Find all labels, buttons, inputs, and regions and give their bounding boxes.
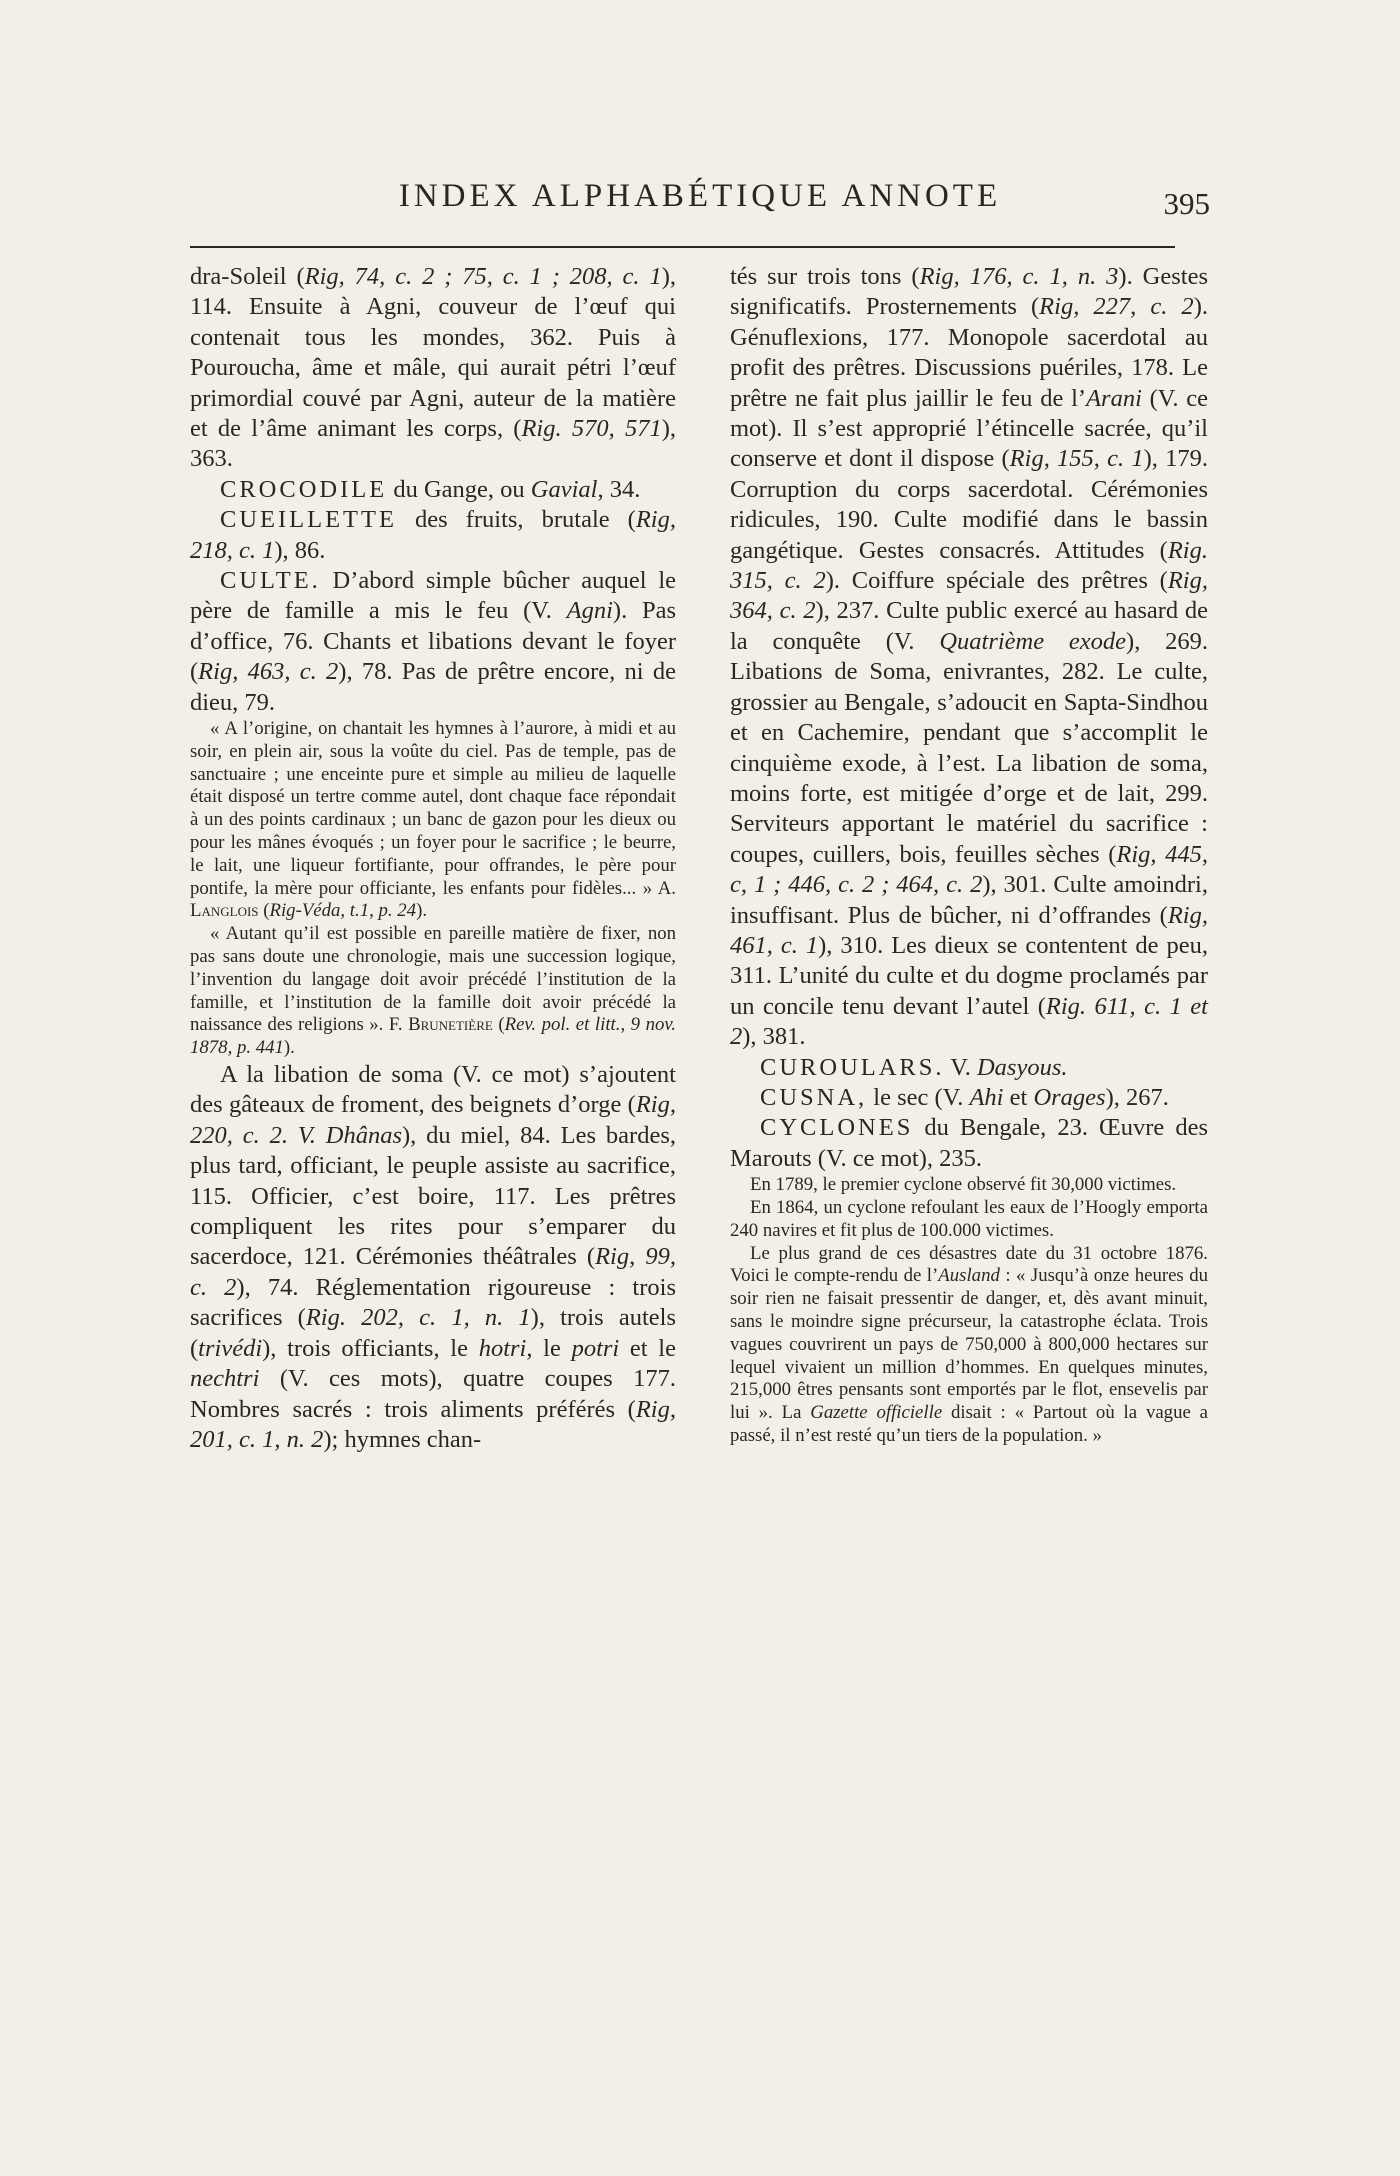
entry-head: CUEILLETTE: [220, 506, 397, 534]
page-number: 395: [1163, 186, 1210, 221]
entry-crocodile: CROCODILE du Gange, ou Gavial, 34.: [220, 475, 641, 503]
entry-head: CUROULARS.: [760, 1053, 945, 1081]
footnote-1864: En 1864, un cyclone refoulant les eaux de l’Hoogly emporta 240 navires et fit plus de 100.000 victimes.: [730, 1196, 1208, 1241]
entry-head: CUSNA,: [760, 1083, 868, 1111]
page-header: [190, 176, 1210, 222]
entry-head: CROCODILE: [220, 475, 388, 503]
entry-curoulars: CUROULARS. V. Dasyous.: [760, 1053, 1068, 1081]
entry-cyclones: CYCLONES du Bengale, 23. Œuvre des Marouts (V. ce mot), 235.: [730, 1114, 1208, 1172]
entry-head: CULTE.: [220, 567, 321, 595]
footnote-brunetiere: « Autant qu’il est possible en pareille matière de fixer, non pas sans doute une chronologie, mais une succession logique, l’invention du langage doit avoir précédé l’institution de la famille, et l’institution de la famille doit avoir précédé la naissance des religions ». F. Brunetière (Rev. pol. et litt., 9 nov. 1878, p. 441).: [190, 923, 676, 1059]
paragraph-libation: A la libation de soma (V. ce mot) s’ajoutent des gâteaux de froment, des beignets d’orge (Rig, 220, c. 2. V. Dhânas), du miel, 84. Les bardes, plus tard, officiant, le peuple assiste au sacrifice, 115. Officier, c’est boire, 117. Les prêtres compliquent les rites pour s’emparer du sacerdoce, 121. Cérémonies théâtrales (Rig, 99, c. 2), 74. Réglementation rigoureuse : trois sacrifices (Rig. 202, c. 1, n. 1), trois autels (trivédi), trois officiants, le hotri, le potri et le nechtri (V. ces mots), quatre coupes 177. Nombres sacrés : trois aliments préférés (Rig, 201, c. 1, n. 2); hymnes chan-: [190, 1061, 676, 1453]
running-title: INDEX ALPHABÉTIQUE ANNOTE: [398, 178, 1002, 214]
entry-cusna: CUSNA, le sec (V. Ahi et Orages), 267.: [760, 1083, 1169, 1111]
entry-culte: CULTE. D’abord simple bûcher auquel le père de famille a mis le feu (V. Agni). Pas d’office, 76. Chants et libations devant le foyer (Rig, 463, c. 2), 78. Pas de prêtre encore, ni de dieu, 79.: [190, 567, 676, 716]
paragraph-culte-continued: tés sur trois tons (Rig, 176, c. 1, n. 3). Gestes significatifs. Prosternements (Rig, 227, c. 2). Génuflexions, 177. Monopole sacerdotal au profit des prêtres. Discussions puériles, 178. Le prêtre ne fait plus jaillir le feu de l’Arani (V. ce mot). Il s’est approprié l’étincelle sacrée, qu’il conserve et dont il dispose (Rig, 155, c. 1), 179. Corruption du corps sacerdotal. Cérémonies ridicules, 190. Culte modifié dans le bassin gangétique. Gestes consacrés. Attitudes (Rig. 315, c. 2). Coiffure spéciale des prêtres (Rig, 364, c. 2), 237. Culte public exercé au hasard de la conquête (V. Quatrième exode), 269. Libations de Soma, enivrantes, 282. Le culte, grossier au Bengale, s’adoucit en Sapta-Sindhou et en Cachemire, pendant que s’accomplit le cinquième exode, à l’est. La libation de soma, moins forte, est mitigée d’orge et de lait, 299. Serviteurs apportant le matériel du sacrifice : coupes, cuillers, bois, feuilles sèches (Rig, 445, c, 1 ; 446, c. 2 ; 464, c. 2), 301. Culte amoindri, insuffisant. Plus de bûcher, ni d’offrandes (Rig, 461, c. 1), 310. Les dieux se contentent de peu, 311. L’unité du culte et du dogme proclamés par un concile tenu devant l’autel (Rig. 611, c. 1 et 2), 381.: [730, 263, 1209, 1051]
entry-head: CYCLONES: [760, 1114, 914, 1142]
footnote-langlois: « A l’origine, on chantait les hymnes à l’aurore, à midi et au soir, en plein air, sous la voûte du ciel. Pas de temple, pas de sanctuaire ; une enceinte pure et simple au milieu de laquelle était disposé un tertre comme autel, dont chaque face répondait à un des points cardinaux ; un banc de gazon pour les dieux ou pour les mânes évoqués ; un foyer pour le sacrifice ; le beurre, le lait, une liqueur fortifiante, pour offrandes, le père pour pontife, la mère pour officiante, les enfants pour fidèles... » A. Langlois (Rig-Véda, t.1, p. 24).: [190, 718, 676, 922]
header-rule: [190, 246, 1175, 248]
left-column: [190, 262, 676, 1455]
right-column: [730, 262, 1208, 1448]
footnote-1789: En 1789, le premier cyclone observé fit 30,000 victimes.: [750, 1174, 1177, 1196]
paragraph-dra-soleil: dra-Soleil (Rig, 74, c. 2 ; 75, c. 1 ; 208, c. 1), 114. Ensuite à Agni, couveur de l’œuf qui contenait tous les mondes, 362. Puis à Pouroucha, âme et mâle, qui aurait pétri l’œuf primordial couvé par Agni, auteur de la matière et de l’âme animant les corps, (Rig. 570, 571), 363.: [190, 263, 677, 473]
footnote-1876: Le plus grand de ces désastres date du 31 octobre 1876. Voici le compte-rendu de l’Ausland : « Jusqu’à onze heures du soir rien ne faisait pressentir de danger, et, dès avant minuit, sans le moindre signe précurseur, la catastrophe éclata. Trois vagues couvrirent un pays de 750,000 à 800,000 hectares sur lequel vivaient un million d’hommes. En quelques minutes, 215,000 êtres pensants sont emportés par le flot, ensevelis par lui ». La Gazette officielle disait : « Partout où la vague a passé, il n’est resté qu’un tiers de la population. »: [730, 1242, 1208, 1446]
entry-cueillette: CUEILLETTE des fruits, brutale (Rig, 218, c. 1), 86.: [190, 506, 676, 564]
